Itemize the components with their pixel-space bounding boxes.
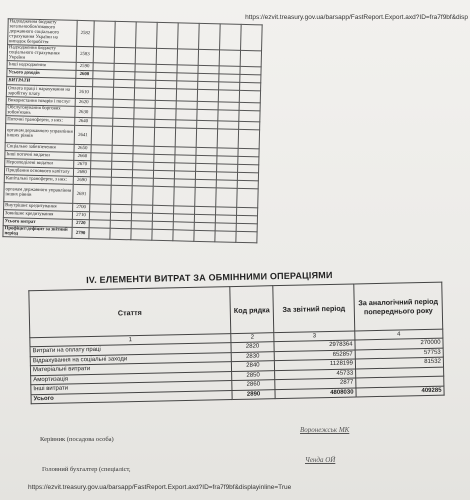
value-cell — [195, 187, 216, 207]
row-code: 2600 — [76, 70, 93, 78]
value-cell — [199, 23, 221, 50]
row-label: органам державного управління інших рівнів — [5, 124, 74, 145]
current-value: 652857 — [274, 349, 355, 360]
expense-elements-table — [28, 282, 444, 405]
row-code: 2690 — [73, 176, 90, 184]
row-code: 2820 — [231, 342, 274, 352]
value-cell — [90, 185, 111, 205]
value-cell — [153, 186, 174, 206]
value-cell — [115, 21, 137, 48]
value-cell — [155, 88, 176, 101]
row-label: Надходження бюджету загальнообов'язкового державного соціального страхування України на випадок безробіття — [8, 19, 78, 47]
current-value: 45733 — [275, 368, 356, 379]
head-signature-name: Воронежськ МК — [300, 426, 350, 434]
section-title: IV. ЕЛЕМЕНТИ ВИТРАТ ЗА ОБМІННИМИ ОПЕРАЦІЯМИ — [86, 269, 333, 286]
value-cell — [113, 87, 134, 100]
current-value: 1128199 — [274, 359, 355, 370]
row-code: 2620 — [75, 98, 92, 106]
row-label: Інші витрати — [31, 381, 232, 395]
value-cell — [136, 22, 158, 49]
print-url-header: https://ezvit.treasury.gov.ua/barsapp/FastReport.Export.axd?ID=fra7f9bf&disp — [245, 14, 468, 21]
row-label: Матеріальні витрати — [30, 362, 231, 376]
value-cell — [240, 50, 261, 67]
row-code: 2890 — [232, 389, 275, 399]
row-label: Витрати на оплату праці — [30, 343, 231, 357]
income-expense-section — [0, 8, 470, 274]
previous-value: 57753 — [355, 348, 443, 359]
row-code: 2590 — [76, 62, 93, 70]
value-cell — [134, 88, 155, 101]
value-cell — [134, 108, 155, 120]
value-cell — [111, 185, 132, 205]
row-code: 2641 — [74, 125, 91, 144]
row-label: Відрахування на соціальні заходи — [30, 352, 231, 366]
row-code: 2650 — [74, 144, 91, 152]
row-code: 2720 — [72, 219, 89, 227]
row-label: Інші поточні видатки — [5, 151, 74, 161]
row-label: Оплата праці і нарахування на заробітну плату — [6, 85, 75, 99]
row-label: Інші надходження — [7, 61, 76, 71]
row-label: Соціальне забезпечення — [5, 143, 74, 153]
header-article: Стаття — [29, 287, 231, 338]
value-cell — [218, 110, 239, 122]
value-cell — [91, 126, 112, 146]
row-code: 2700 — [73, 203, 90, 211]
value-cell — [177, 49, 198, 66]
row-label: органам державного управління інших рівнів — [4, 183, 73, 204]
row-code: 2610 — [75, 86, 92, 98]
value-cell — [110, 228, 131, 240]
value-cell — [135, 48, 156, 65]
row-code: 2860 — [232, 380, 275, 390]
row-code: 2670 — [74, 160, 91, 168]
row-code: 2680 — [73, 168, 90, 176]
row-label: Придбання основного капіталу — [4, 167, 73, 177]
value-cell — [237, 188, 258, 208]
value-cell — [156, 48, 177, 65]
row-label: Поточні трансферти, з них: — [6, 116, 75, 126]
value-cell — [89, 228, 110, 240]
previous-value: 270000 — [355, 338, 443, 349]
row-label: ВИТРАТИ — [7, 77, 76, 87]
value-cell — [112, 126, 133, 146]
value-cell — [215, 231, 236, 243]
print-url-footer: https://ezvit.treasury.gov.ua/barsapp/FastReport.Export.axd?ID=fra7f9bf&displayinline=True — [28, 484, 292, 491]
value-cell — [197, 109, 218, 121]
value-cell — [238, 129, 259, 149]
row-label: Усього витрат — [3, 218, 72, 228]
value-cell — [219, 50, 240, 67]
row-code: 2660 — [74, 152, 91, 160]
row-label: Обслуговування боргових зобов'язань — [6, 105, 75, 118]
row-code: 2630 — [75, 106, 92, 117]
column-number: 3 — [274, 331, 355, 342]
value-cell — [239, 110, 260, 122]
value-cell — [196, 128, 217, 148]
value-cell — [94, 21, 116, 48]
head-signature-label: Керівник (посадова особа) — [40, 436, 114, 443]
row-label: Усього — [31, 390, 232, 404]
value-cell — [92, 107, 113, 119]
value-cell — [236, 231, 257, 243]
current-value: 2877 — [275, 378, 356, 389]
value-cell — [155, 108, 176, 120]
value-cell — [92, 87, 113, 100]
value-cell — [220, 24, 242, 51]
row-code: 2850 — [232, 370, 275, 380]
row-label: Нерозподілені видатки — [5, 159, 74, 169]
value-cell — [114, 47, 135, 64]
value-cell — [132, 186, 153, 206]
value-cell — [217, 129, 238, 149]
value-cell — [197, 89, 218, 102]
column-number: 1 — [30, 334, 231, 347]
value-cell — [131, 229, 152, 241]
row-code: 2790 — [72, 227, 89, 238]
value-cell — [157, 22, 179, 49]
value-cell — [176, 89, 197, 102]
row-code: 2582 — [77, 20, 95, 46]
value-cell — [173, 230, 194, 242]
value-cell — [174, 187, 195, 207]
row-code: 2583 — [76, 46, 93, 62]
row-label: Надходження бюджету соціального страхування України — [7, 45, 76, 63]
row-label: Капітальні трансферти, з них: — [4, 175, 73, 185]
value-cell — [198, 49, 219, 66]
row-label: Зовнішнє кредитування — [3, 210, 72, 220]
value-cell — [133, 127, 154, 147]
value-cell — [178, 23, 200, 50]
header-previous: За аналогічний період попереднього року — [354, 282, 443, 331]
value-cell — [93, 47, 114, 64]
row-code: 2830 — [231, 351, 274, 361]
current-value: 4808030 — [275, 387, 356, 398]
row-label: Усього доходів — [7, 69, 76, 79]
row-label: Профіцит/дефіцит за звітний період — [3, 226, 72, 239]
row-label: Використання товарів і послуг — [6, 97, 75, 107]
previous-value: 409285 — [356, 386, 444, 397]
value-cell — [218, 90, 239, 103]
column-number: 2 — [231, 333, 274, 343]
current-value: 2978364 — [274, 340, 355, 351]
value-cell — [154, 127, 175, 147]
header-code: Код рядка — [230, 286, 274, 334]
accountant-signature-name: Ченда ОЙ — [305, 456, 336, 464]
row-code: 2710 — [72, 211, 89, 219]
row-code: 2840 — [231, 361, 274, 371]
previous-value: 81532 — [355, 357, 443, 368]
row-code: 2640 — [75, 117, 92, 125]
value-cell — [175, 128, 196, 148]
value-cell — [113, 107, 134, 119]
header-current: За звітний період — [273, 284, 355, 333]
accountant-signature-label: Головний бухгалтер (спеціаліст, — [42, 466, 131, 473]
value-cell — [239, 90, 260, 103]
value-cell — [194, 230, 215, 242]
value-cell — [176, 109, 197, 121]
value-cell — [241, 24, 263, 51]
value-cell — [216, 188, 237, 208]
row-label: Внутрішнє кредитування — [4, 202, 73, 212]
row-code: 2691 — [73, 184, 90, 203]
income-expense-table — [2, 18, 262, 243]
row-label: Амортизація — [31, 371, 232, 385]
column-number: 4 — [355, 329, 443, 340]
value-cell — [152, 229, 173, 241]
